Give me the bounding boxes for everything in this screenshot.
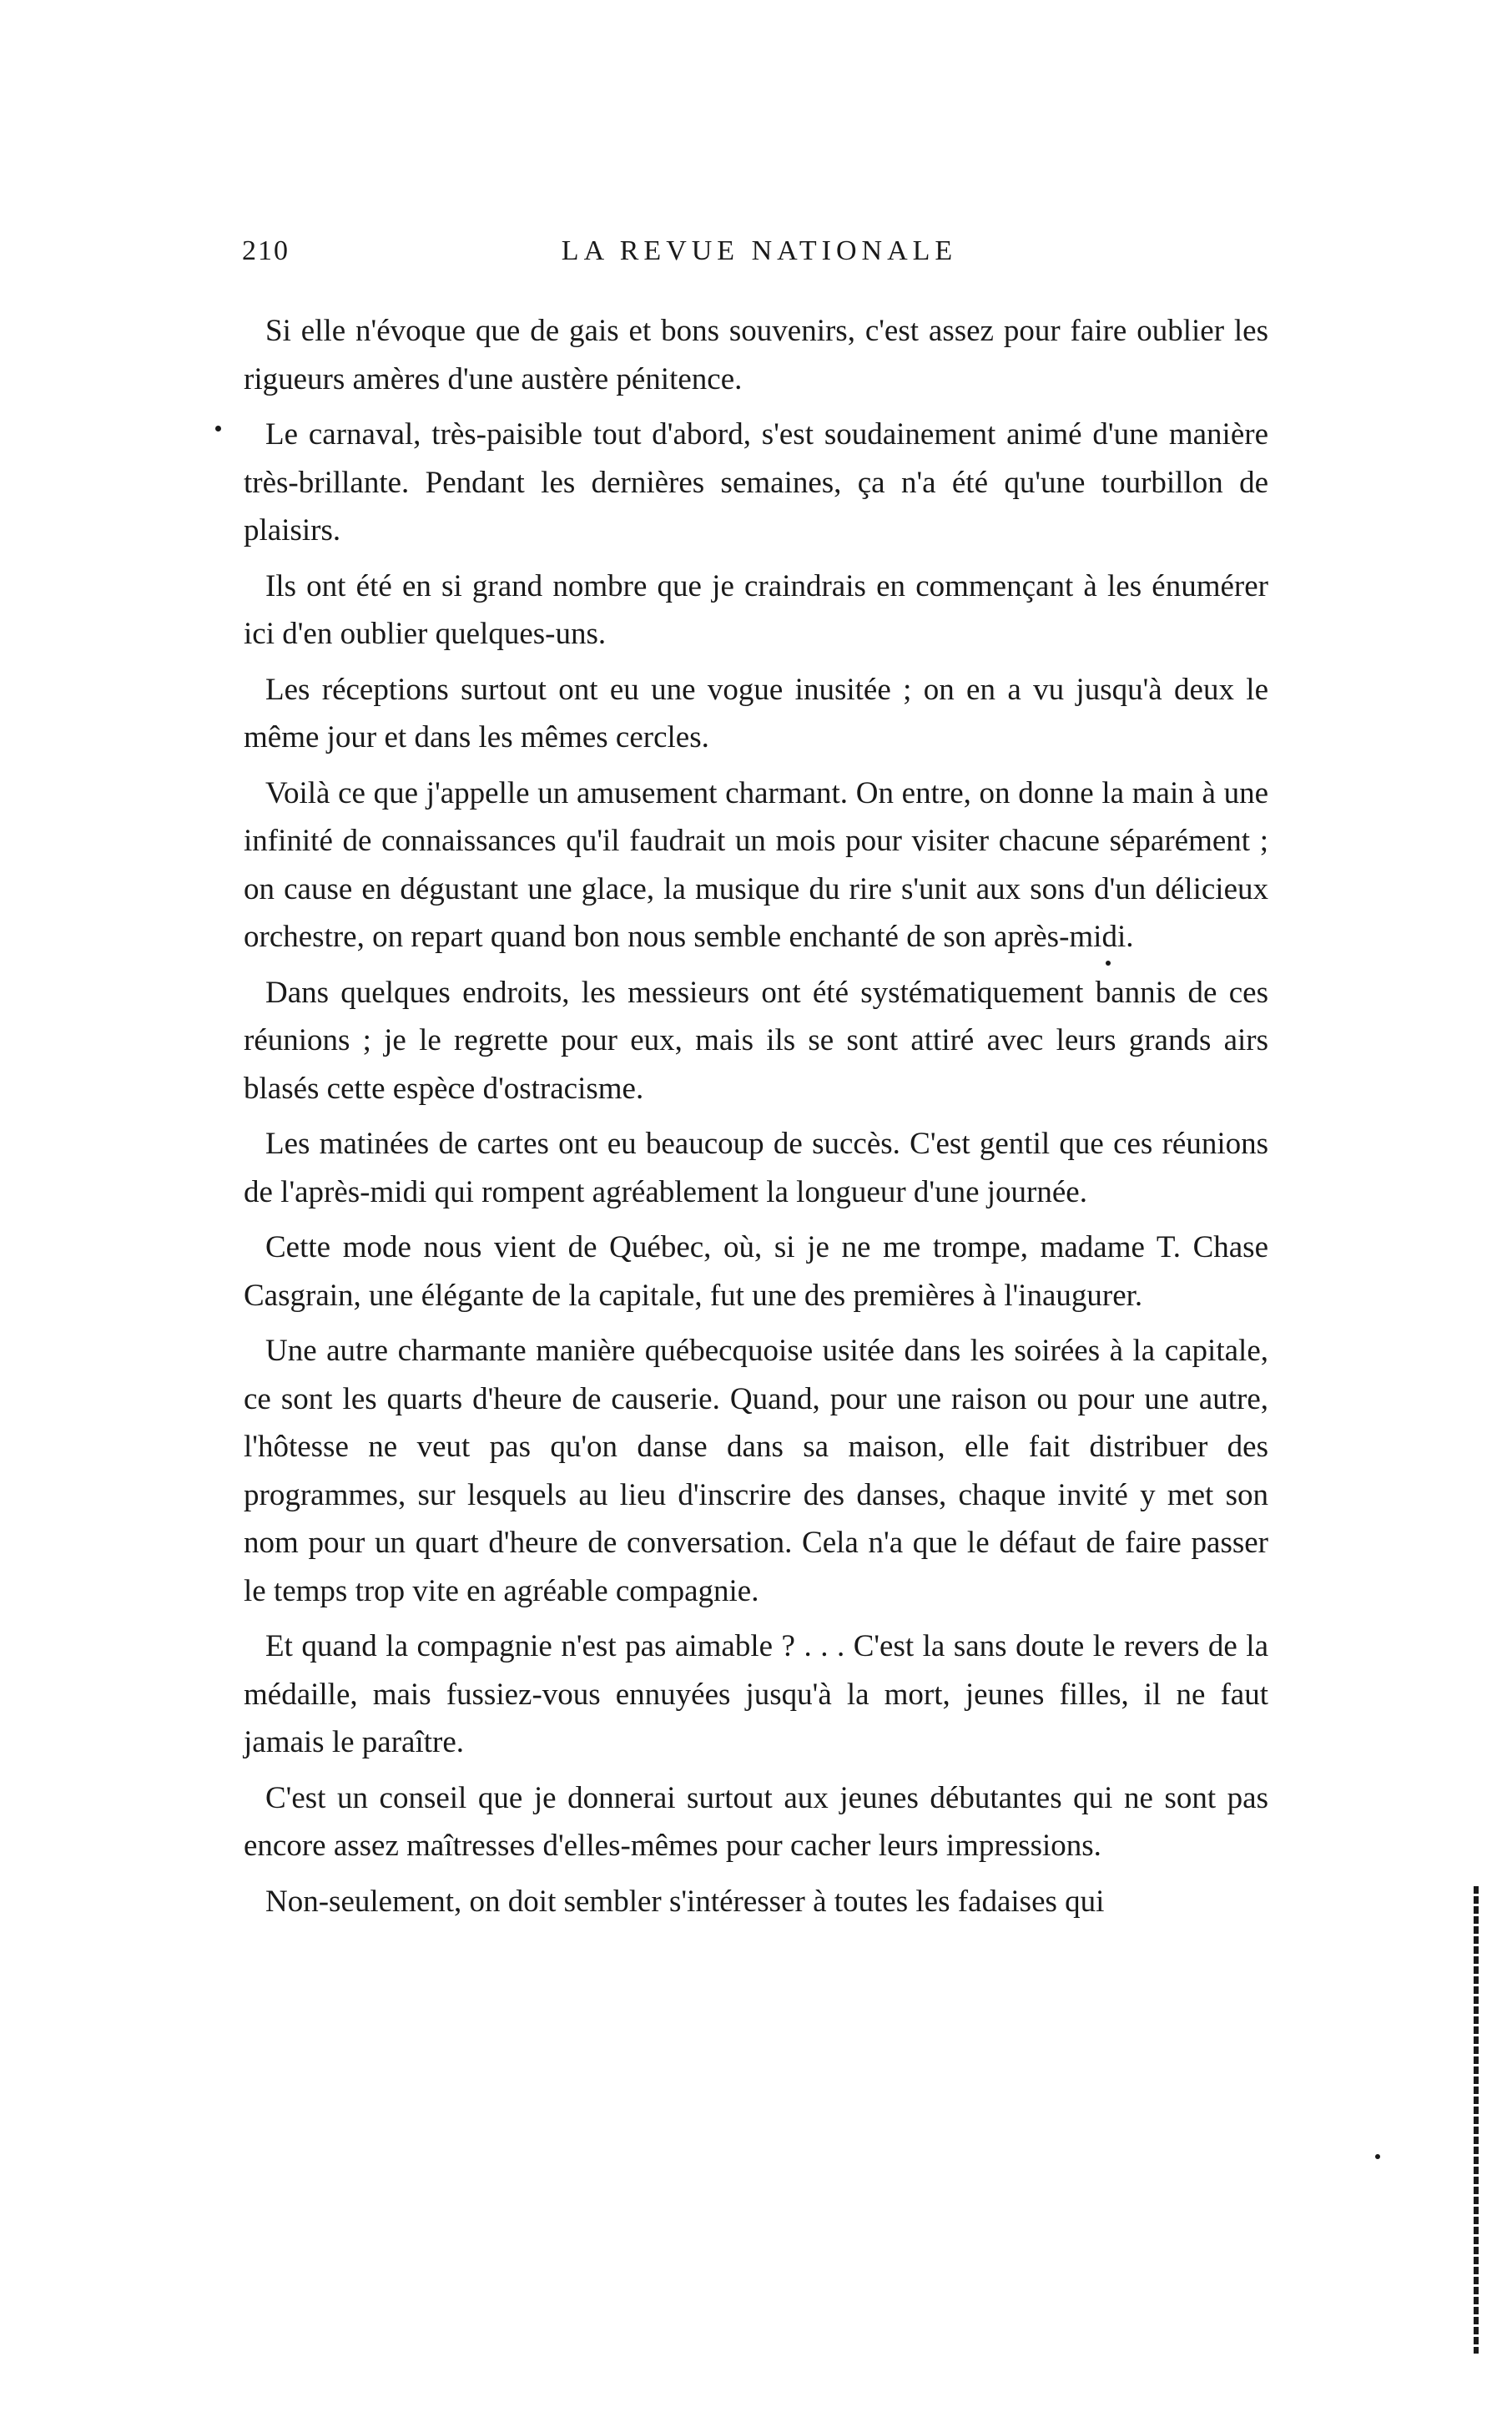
paragraph: Dans quelques endroits, les messieurs ont été systématiquement bannis de ces réunions ; je le regrette pour eux, mais ils se sont attiré avec leurs grands airs blasés cette espèce d'ostracisme. [244, 975, 1268, 1106]
paragraph: Une autre charmante manière québecquoise usitée dans les soirées à la capitale, ce sont les quarts d'heure de causerie. Quand, pour une raison ou pour une autre, l'hôtesse ne veut pas qu'on danse dans sa maison, elle fait distribuer des programmes, sur lesquels au lieu d'inscrire des danses, chaque invité y met son nom pour un quart d'heure de conversation. Cela n'a que le défaut de faire passer le temps trop vite en agréable compagnie. [244, 1334, 1268, 1608]
paragraph: Les réceptions surtout ont eu une vogue inusitée ; on en a vu jusqu'à deux le même jour et dans les mêmes cercles. [244, 672, 1268, 754]
paragraph: Le carnaval, très-paisible tout d'abord, s'est soudainement animé d'une manière très-brillante. Pendant les dernières semaines, ça n'a été qu'une tourbillon de plaisirs. [244, 417, 1268, 547]
paragraph: Les matinées de cartes ont eu beaucoup de succès. C'est gentil que ces réunions de l'après-midi qui rompent agréablement la longueur d'une journée. [244, 1127, 1268, 1209]
paragraph: Cette mode nous vient de Québec, où, si je ne me trompe, madame T. Chase Casgrain, une élégante de la capitale, fut une des premières à l'inaugurer. [244, 1230, 1268, 1313]
margin-dot [215, 426, 221, 431]
scan-edge-mark [1474, 1886, 1479, 2354]
scan-speck [1106, 961, 1111, 966]
paragraph: Voilà ce que j'appelle un amusement charmant. On entre, on donne la main à une infinité de connaissances qu'il faudrait un mois pour visiter chacune séparément ; on cause en dégustant une glace, la musique du rire s'unit aux sons d'un délicieux orchestre, on repart quand bon nous semble enchanté de son après-midi. [244, 775, 1268, 954]
paragraph: C'est un conseil que je donnerai surtout aux jeunes débutantes qui ne sont pas encore assez maîtresses d'elles-mêmes pour cacher leurs impressions. [244, 1780, 1268, 1863]
body-text [244, 307, 1268, 1933]
page-number: 210 [242, 235, 290, 266]
running-head [242, 235, 1277, 277]
paragraph: Ils ont été en si grand nombre que je craindrais en commençant à les énumérer ici d'en oublier quelques-uns. [244, 568, 1268, 651]
journal-title: LA REVUE NATIONALE [561, 235, 958, 266]
paragraph: Si elle n'évoque que de gais et bons souvenirs, c'est assez pour faire oublier les rigueurs amères d'une austère pénitence. [244, 314, 1268, 396]
scan-speck [1375, 2154, 1380, 2159]
paragraph: Et quand la compagnie n'est pas aimable ? . . . C'est la sans doute le revers de la médaille, mais fussiez-vous ennuyées jusqu'à la mort, jeunes filles, il ne faut jamais le paraître. [244, 1629, 1268, 1759]
paragraph: Non-seulement, on doit sembler s'intéresser à toutes les fadaises qui [265, 1884, 1105, 1919]
